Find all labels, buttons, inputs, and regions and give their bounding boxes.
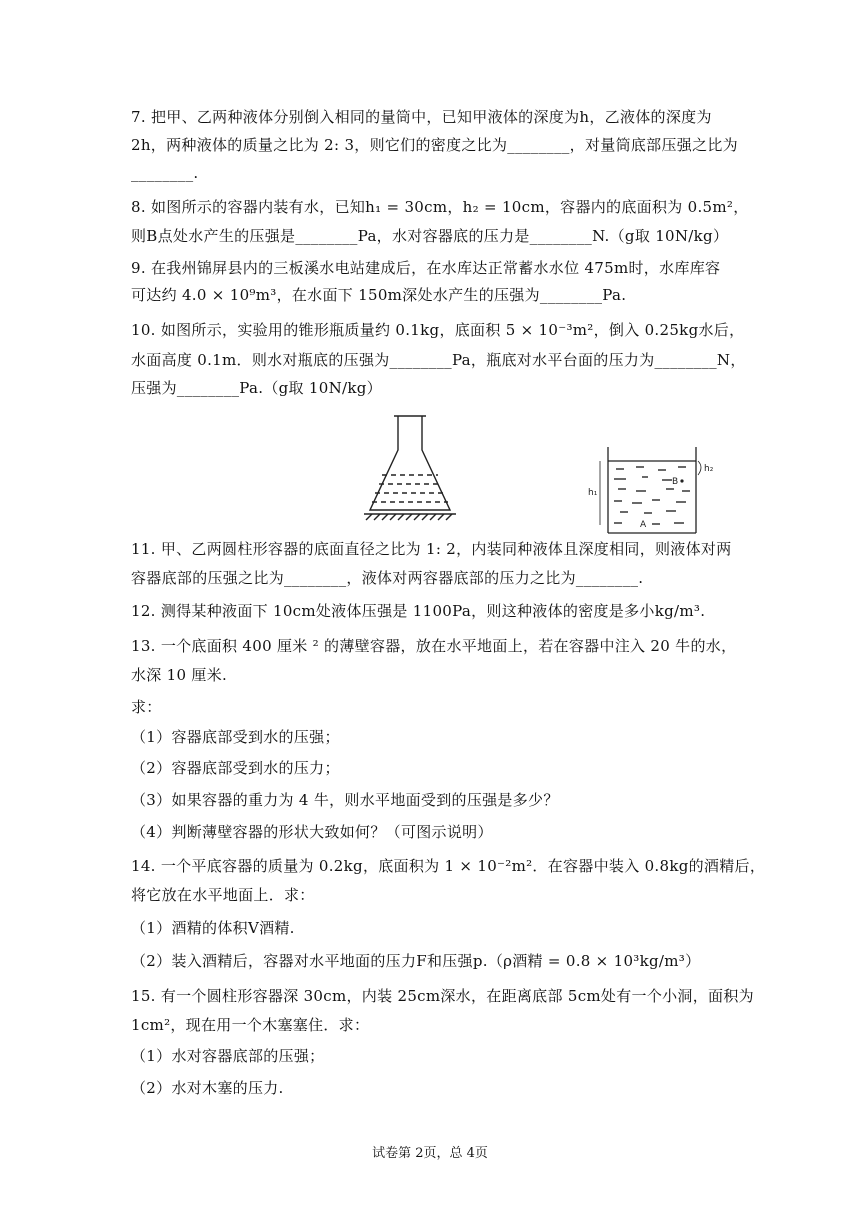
label-h2: h₂	[704, 464, 714, 474]
q10-line2: 水面高度 0.1m．则水对瓶底的压强为________Pa，瓶底对水平台面的压力为________N，	[131, 351, 746, 369]
q8-line2: 则B点处水产生的压强是________Pa，水对容器底的压力是________N.（g取 10N/kg）	[131, 227, 729, 245]
label-h1: h₁	[588, 488, 598, 498]
label-b: B	[672, 477, 679, 487]
q13-sub2: （2）容器底部受到水的压力；	[131, 759, 340, 777]
q10-line3: 压强为________Pa.（g取 10N/kg）	[131, 379, 382, 397]
q15-line2: 1cm²，现在用一个木塞塞住．求：	[131, 1016, 370, 1034]
q7-line2: 2h，两种液体的质量之比为 2: 3，则它们的密度之比为________，对量筒底部压强之比为	[131, 136, 738, 154]
q14-sub2: （2）装入酒精后，容器对水平地面的压力F和压强p.（ρ酒精 = 0.8 × 10³kg/m³）	[131, 952, 701, 970]
water-container-figure	[586, 445, 718, 537]
q13-line1: 13. 一个底面积 400 厘米 ² 的薄壁容器，放在水平地面上，若在容器中注入 20 牛的水，	[131, 637, 737, 655]
q14-sub1: （1）酒精的体积V酒精.	[131, 919, 295, 937]
q12-line1: 12. 测得某种液面下 10cm处液体压强是 1100Pa，则这种液体的密度是多小kg/m³.	[131, 602, 706, 620]
q15-line1: 15. 有一个圆柱形容器深 30cm，内装 25cm深水，在距离底部 5cm处有一个小洞，面积为	[131, 987, 754, 1005]
q13-sub3: （3）如果容器的重力为 4 牛，则水平地面受到的压强是多少？	[131, 791, 559, 809]
q11-line1: 11. 甲、乙两圆柱形容器的底面直径之比为 1: 2，内装同种液体且深度相同，则液体对两	[131, 540, 732, 558]
q9-line1: 9. 在我州锦屏县内的三板溪水电站建成后，在水库达正常蓄水水位 475m时，水库库容	[131, 259, 721, 277]
q10-line1: 10. 如图所示，实验用的锥形瓶质量约 0.1kg，底面积 5 × 10⁻³m²，倒入 0.25kg水后，	[131, 321, 745, 339]
q13-sub1: （1）容器底部受到水的压强；	[131, 728, 340, 746]
q14-line1: 14. 一个平底容器的质量为 0.2kg，底面积为 1 × 10⁻²m²．在容器中装入 0.8kg的酒精后，	[131, 857, 766, 875]
q15-sub1: （1）水对容器底部的压强；	[131, 1047, 325, 1065]
label-a: A	[640, 520, 647, 530]
q13-sub4: （4）判断薄壁容器的形状大致如何？（可图示说明）	[131, 823, 493, 841]
q13-prompt: 求：	[131, 698, 162, 716]
page-footer: 试卷第 2页，总 4页	[372, 1146, 488, 1161]
q15-sub2: （2）水对木塞的压力.	[131, 1079, 284, 1097]
q7-line1: 7. 把甲、乙两种液体分别倒入相同的量筒中，已知甲液体的深度为h，乙液体的深度为	[131, 108, 712, 126]
q9-line2: 可达约 4.0 × 10⁹m³，在水面下 150m深处水产生的压强为________Pa.	[131, 286, 627, 304]
q8-line1: 8. 如图所示的容器内装有水，已知h₁ = 30cm，h₂ = 10cm，容器内的底面积为 0.5m²，	[131, 198, 749, 216]
conical-flask-figure	[360, 410, 460, 528]
q13-line2: 水深 10 厘米.	[131, 666, 228, 684]
q14-line2: 将它放在水平地面上．求：	[131, 886, 315, 904]
q11-line2: 容器底部的压强之比为________，液体对两容器底部的压力之比为________.	[131, 569, 644, 587]
q7-line3: ________.	[131, 164, 199, 182]
